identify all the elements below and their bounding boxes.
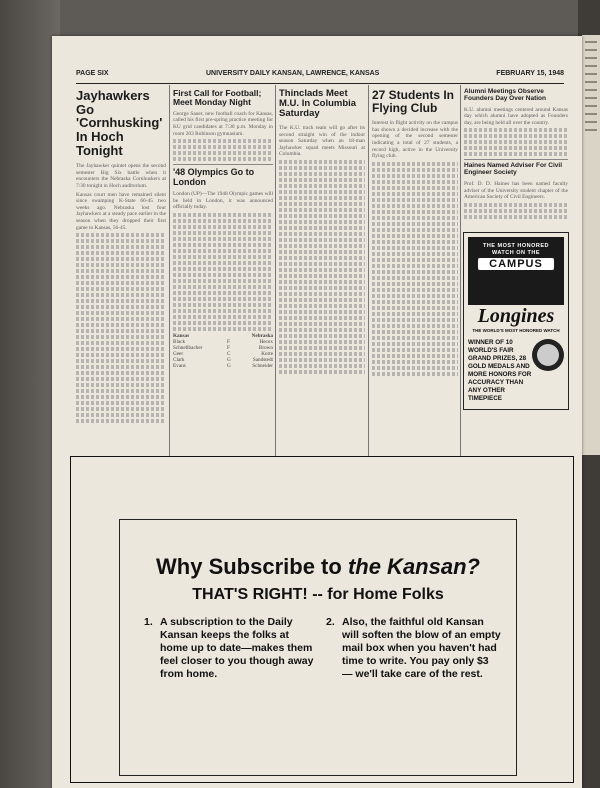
article-paragraph: The K.U. track team will go after its second straight win of the indoor season Saturday when an 18-man Jayhawker squad meets Missouri at Columbia. xyxy=(279,124,365,158)
paper-name: UNIVERSITY DAILY KANSAN, LAWRENCE, KANSAS xyxy=(206,70,380,77)
point-text: A subscription to the Daily Kansan keeps the folks at home up to date—makes them feel closer to you though away from home. xyxy=(160,616,314,680)
article-body xyxy=(173,191,273,211)
column-4-article xyxy=(372,85,458,483)
column-rule xyxy=(460,85,461,483)
adjacent-page-edge xyxy=(582,35,600,455)
ad-line: WATCH ON THE xyxy=(491,250,541,256)
article-body xyxy=(372,120,458,160)
medal-icon xyxy=(532,339,564,371)
table-row: Clark G Sandstedt xyxy=(173,356,273,363)
article-paragraph: Prof. D. D. Haines has been named faculty adviser of the University student chapter of the American Society of Civil Engineers. xyxy=(464,181,568,201)
article-paragraph: Interest in flight activity on the campus has shown a decided increase with the opening of the second semester indicating a total of 27 students, a record high, active in the University flying club. xyxy=(372,120,458,160)
subscription-advertisement xyxy=(70,456,574,783)
article-headline: '48 Olympics Go to London xyxy=(173,167,255,187)
table-row: Schnellbacher F Brown xyxy=(173,344,273,351)
newspaper-page xyxy=(52,36,582,788)
ad-copy: WINNER OF 10 WORLD'S FAIR GRAND PRIZES, 28 GOLD MEDALS AND MORE HONORS FOR ACCURACY THAN ANY OTHER TIMEPIECE xyxy=(468,339,532,402)
point-text: Also, the faithful old Kansan will soften the blow of an empty mail box when you haven't had time to write. You pay only $3 — we'll take care of the rest. xyxy=(342,616,501,680)
article-paragraph: Kansas court men have remained silent since swamping K-State 66-45 two weeks ago. Nebraska lost four Jayhawkers at a steady pace earlier in the season when they dropped their first game to Kansas, 56-45. xyxy=(76,191,166,231)
article-headline: 27 Students In Flying Club xyxy=(372,88,455,115)
column-rule xyxy=(368,85,369,483)
column-1-article xyxy=(76,85,166,483)
article-paragraph: K.U. alumni meetings centered around Kansas day which alumni have adopted as Founders day, are being held all over the country. xyxy=(464,106,568,126)
point-number: 2. xyxy=(326,616,335,628)
article-body xyxy=(464,181,568,201)
article-body xyxy=(279,125,365,158)
column-2-articles xyxy=(173,85,273,483)
article-headline: Jayhawkers Go 'Cornhusking' In Hoch Tonight xyxy=(76,88,163,158)
article-paragraph: George Sauer, new football coach for Kansas, called his first pre-spring practice meeting for KU grid candidates at 7:30 p.m. Monday in room 203 Robinson gymnasium. xyxy=(173,110,273,137)
roster-header: Nebraska xyxy=(251,332,273,339)
table-row: Black F Hecox xyxy=(173,338,273,345)
ad-line: THE MOST HONORED xyxy=(482,243,550,249)
page-number: PAGE SIX xyxy=(76,70,109,77)
point-number: 1. xyxy=(144,616,153,628)
ad-campus: CAMPUS xyxy=(478,258,554,270)
article-body xyxy=(76,163,166,231)
masthead-rule xyxy=(76,83,564,84)
article-headline: First Call for Football; Meet Monday Night xyxy=(173,88,262,107)
column-3-article xyxy=(279,85,365,483)
ad-frame xyxy=(119,519,517,776)
starting-lineup-table xyxy=(173,333,273,369)
column-rule xyxy=(169,85,170,483)
ad-subheading: THAT'S RIGHT! -- for Home Folks xyxy=(192,586,444,603)
ad-point-1 xyxy=(144,616,318,681)
article-headline: Alumni Meetings Observe Founders Day Over Nation xyxy=(464,88,546,102)
ad-tagline: THE WORLD'S MOST HONORED WATCH xyxy=(472,328,560,333)
article-body xyxy=(173,111,273,137)
article-paragraph: London (UP)—The 1948 Olympic games will be held in London, it was announced officially today. xyxy=(173,191,273,211)
roster-header: Kansas xyxy=(173,332,190,339)
column-rule xyxy=(275,85,276,483)
article-paragraph: The Jayhawker quintet opens the second semester Big Six battle when it encounters the Nebraska Cornhuskers at 7:30 tonight in Hoch auditorium. xyxy=(76,163,166,189)
article-headline: Haines Named Adviser For Civil Engineer Society xyxy=(464,162,563,177)
brand-logo: Longines xyxy=(477,305,555,327)
scan-background-left xyxy=(0,0,60,788)
ad-point-2 xyxy=(326,616,502,681)
table-row: Geer C Korte xyxy=(173,350,273,357)
issue-date: FEBRUARY 15, 1948 xyxy=(496,70,564,77)
masthead xyxy=(76,70,564,82)
article-headline: Thinclads Meet M.U. In Columbia Saturday xyxy=(279,88,357,119)
table-row: Evans G Schneider xyxy=(173,362,273,369)
ad-title: Why Subscribe to the Kansan? xyxy=(156,554,480,579)
article-body xyxy=(464,107,568,127)
ad-banner xyxy=(468,237,564,305)
watch-advertisement xyxy=(463,232,569,410)
